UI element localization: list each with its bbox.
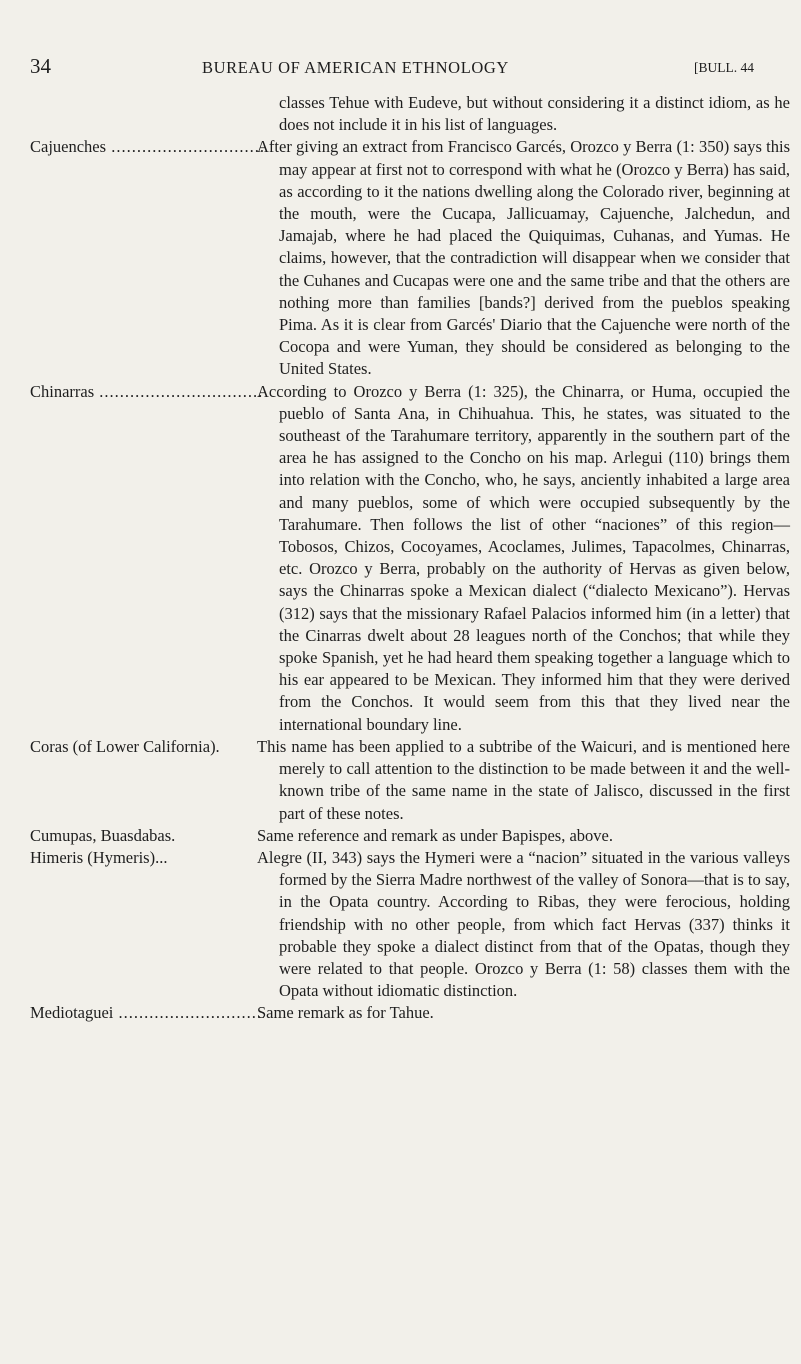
entry bbox=[30, 1002, 790, 1024]
entry-text: Same reference and remark as under Bapispes, above. bbox=[257, 825, 613, 845]
entry bbox=[30, 736, 790, 825]
entry bbox=[30, 825, 790, 847]
entry-term: Himeris (Hymeris)... bbox=[30, 847, 168, 867]
entry-text: Same remark as for Tahue. bbox=[257, 1003, 434, 1023]
running-title: BUREAU OF AMERICAN ETHNOLOGY bbox=[202, 58, 509, 77]
entry bbox=[30, 381, 790, 736]
entry bbox=[30, 847, 790, 1002]
entry-text: This name has been applied to a subtribe of the Waicuri, and is mentioned here merely to call attention to the distinction to be made between it and the well-known tribe of the same name in the state of Jalisco, discussed in the first part of these notes. bbox=[257, 736, 790, 823]
entry-term: Chinarras ..... bbox=[30, 381, 264, 403]
entry-text: classes Tehue with Eudeve, but without considering it a distinct idiom, as he does not include it in his list of languages. bbox=[279, 93, 790, 135]
bulletin-number: [BULL. 44 bbox=[694, 60, 754, 75]
entries bbox=[30, 92, 790, 1025]
entry-term: Mediotaguei ..... bbox=[30, 1002, 264, 1024]
entry-term: Coras (of Lower California). bbox=[30, 736, 220, 756]
page-number: 34 bbox=[30, 54, 51, 78]
entry-text: According to Orozco y Berra (1: 325), the Chinarra, or Huma, occupied the pueblo of Santa Ana, in Chihuahua. This, he states, was situated to the southeast of the Tarahumare territory, apparently in the southern part of the area he has assigned to the Concho on his map. Arlegui (110) brings them into relation with the Concho, who, he says, anciently inhabited a large area and many pueblos, some of which were occupied subsequently by the Tarahumare. Then follows the list of other “naciones” of this region—Tobosos, Chizos, Cocoyames, Acoclames, Julimes, Tapacolmes, Chinarras, etc. Orozco y Berra, probably on the authority of Hervas as given below, says the Chinarras spoke a Mexican dialect (“dialecto Mexicano”). Hervas (312) says that the missionary Rafael Palacios informed him (in a letter) that the Cinarras dwelt about 28 leagues north of the Conchos; that while they spoke Spanish, yet he had heard them speaking together a language which to his ear appeared to be Mexican. They informed him that they were derived from the Conchos. It would seem from this that they lived near the international boundary line. bbox=[257, 381, 790, 734]
entry-text: After giving an extract from Francisco Garcés, Orozco y Berra (1: 350) says this may appear at first not to correspond with what he (Orozco y Berra) has said, as according to it the nations dwelling along the Colorado river, beginning at the mouth, were the Cucapa, Jallicuamay, Cajuenche, Jalchedun, and Jamajab, where he had placed the Quiquimas, Cuhanas, and Yumas. He claims, however, that the contradiction will disappear when we consider that the Cuhanes and Cucapas were one and the same tribe and that the others are nothing more than families [bands?] derived from the pueblos speaking Pima. As it is clear from Garcés' Diario that the Cajuenche were north of the Cocopa and were Yuman, they should be considered as belonging to the United States. bbox=[257, 137, 790, 379]
entry bbox=[30, 136, 790, 380]
entry-text: Alegre (II, 343) says the Hymeri were a “nacion” situated in the various valleys formed by the Sierra Madre northwest of the valley of Sonora—that is to say, in the Opata country. According to Ribas, they were ferocious, holding friendship with no other people, from which fact Hervas (337) thinks it probable they spoke a dialect distinct from that of the Opatas, though they were related to that people. Orozco y Berra (1: 58) classes them with the Opata without idiomatic distinction. bbox=[257, 847, 790, 1001]
entry-term: Cajuenches ..... bbox=[30, 136, 264, 158]
entry-term: Cumupas, Buasdabas. bbox=[30, 825, 176, 845]
entry bbox=[30, 92, 790, 136]
